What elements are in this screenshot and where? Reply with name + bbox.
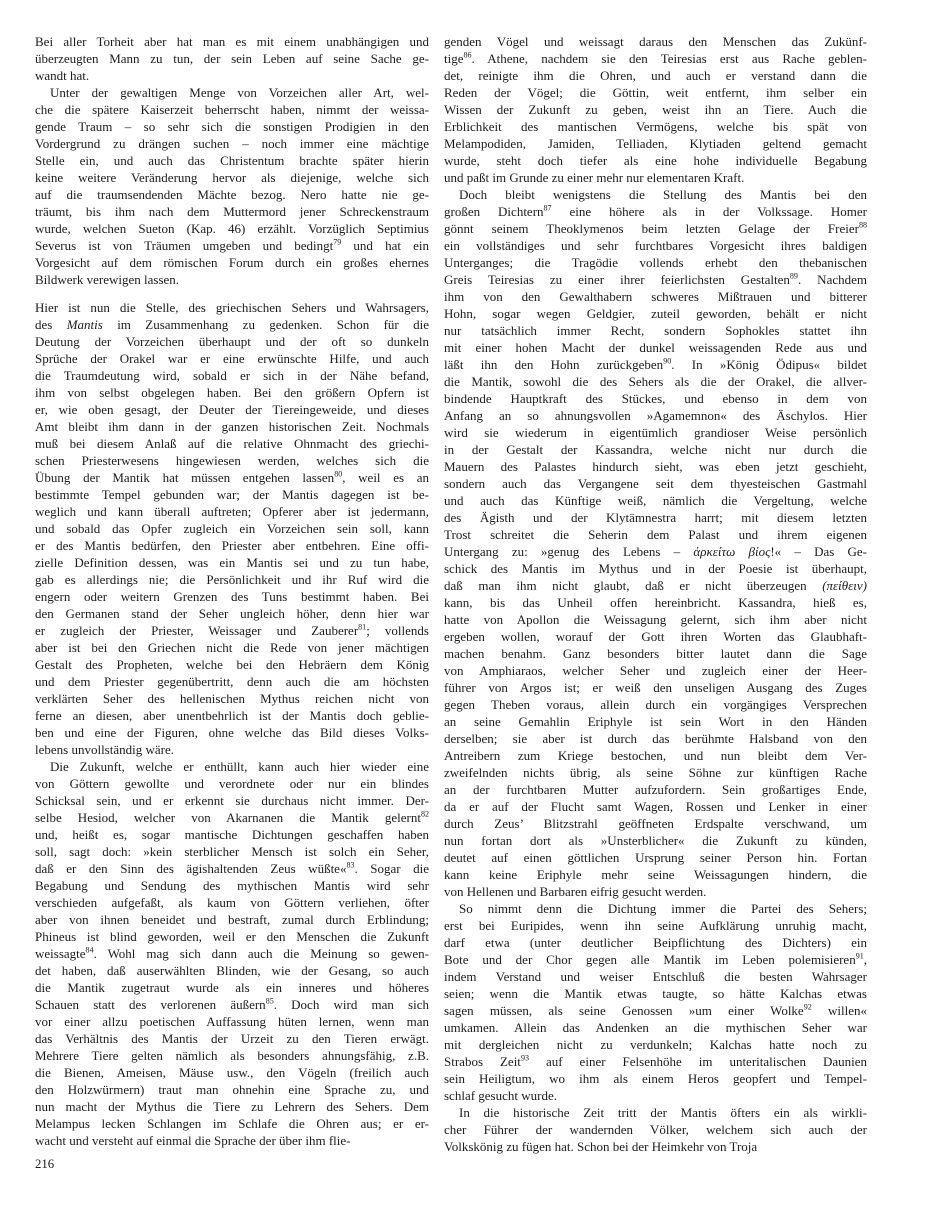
- text-line: die Bienen, Ameisen, Mäuse usw., den Vögeln (freilich auch: [35, 1065, 429, 1080]
- text-line: Schicksal sein, und er erkennt sie durchaus nicht immer. Der-: [35, 793, 429, 808]
- text-line: und dem Priester gegenübertritt, denn auch die am höchsten: [35, 674, 429, 689]
- text-line: ihm von den Gewalthabern schweres Mißtrauen und bitterer: [444, 289, 867, 304]
- text-line: läßt ihn den Hohn zurückgeben$^{90}$. In »König Ödipus« bildet: [444, 356, 867, 372]
- text-line: Phineus ist blind geworden, weil er den Menschen die Zukunft: [35, 929, 429, 944]
- text-line: Begabung und Sendung des mythischen Mantis wird sehr: [35, 878, 429, 893]
- text-line: cher Führer der wandernden Völker, welchem sich auch der: [444, 1122, 867, 1137]
- text-line: zielle Definition dessen, was ein Mantis sei und zu tun habe,: [35, 555, 429, 570]
- text-line: seien; wenn die Mantik etwas taugte, so hätte Kalchas etwas: [444, 986, 867, 1001]
- text-line: In die historische Zeit tritt der Mantis öfters ein als wirkli-: [459, 1105, 867, 1120]
- text-line: und sobald das Opfer zugleich ein Vorzeichen sein soll, kann: [35, 521, 429, 536]
- text-line: gönnt seinem Theoklymenos beim letzten Gelage der Freier$^{88}$: [444, 220, 867, 236]
- text-line: an seine Gemahlin Eriphyle ist sein Wort in den Händen: [444, 714, 867, 729]
- text-line: in der Gestalt der Kassandra, welche nicht nur durch die: [444, 442, 867, 457]
- text-line: Anfang an so ahnungsvollen »Agamemnon« des Äschylos. Hier: [444, 408, 867, 423]
- text-line: er zugleich der Priester, Weissager und Zauberer$^{81}$; vollends: [35, 622, 429, 638]
- text-line: gab es allerdings nie; die Persönlichkeit und ihr Ruf wird die: [35, 572, 429, 587]
- text-line: deutet auf einen göttlichen Ursprung seiner Person hin. Fortan: [444, 850, 867, 865]
- text-line: verklärten Seher des hellenischen Mythus reichen nicht von: [35, 691, 429, 706]
- text-line: Unterganges; die Tragödie vollends erhebt den thebanischen: [444, 255, 867, 270]
- text-line: Strabos Zeit$^{93}$ auf einer Felsenhöhe im unteritalischen Daunien: [444, 1053, 867, 1069]
- text-line: So nimmt denn die Dichtung immer die Partei des Sehers;: [459, 901, 867, 916]
- text-line: muß bei diesem Anlaß auf die relative Ohnmacht des griechi-: [35, 436, 429, 451]
- text-line: und, heißt es, sogar mantische Dichtungen geschaffen haben: [35, 827, 429, 842]
- text-line: ihm von selbst obgelegen haben. Bei den größern Opfern ist: [35, 385, 429, 400]
- text-line: überzeugten Mann zu tun, der sein Leben auf seine Sache ge-: [35, 51, 429, 66]
- footnote-ref: 82: [420, 809, 429, 819]
- footnote-ref: 86: [463, 50, 472, 60]
- paragraph: [444, 186, 867, 900]
- text-line: Volkskönig zu fügen hat. Schon bei der Heimkehr von Troja: [444, 1139, 758, 1154]
- text-line: wird sie wiederum in eigentümlich grandioser Weise persönlich: [444, 425, 867, 440]
- text-line: ergeben wollen, worauf der Gott ihren Worten das Glaubhaft-: [444, 629, 867, 644]
- text-line: schlaf gesucht wurde.: [444, 1088, 557, 1103]
- footnote-ref: 90: [663, 356, 672, 366]
- text-line: Melampodiden, Jamiden, Telliaden, Klytiaden geltend gemacht: [444, 136, 867, 151]
- text-line: wacht und versteht auf einmal die Sprache der über ihm flie-: [35, 1133, 351, 1148]
- paragraph: [35, 33, 429, 84]
- text-line: ein vollständiges und sehr furchtbares Vorgesicht ihres baldigen: [444, 238, 867, 253]
- text-line: auf die traumsendenden Mächte bezog. Nero hatte nie ge-: [35, 187, 429, 202]
- text-line: gegen Theben voraus, allein durch ein vorgängiges Versprechen: [444, 697, 867, 712]
- text-line: führer von Argos ist; er weiß den unseligen Ausgang des Zuges: [444, 680, 867, 695]
- footnote-ref: 87: [543, 203, 552, 213]
- text-line: Vordergrund zu drängen suchen – noch immer eine mächtige: [35, 136, 429, 151]
- text-line: Schauen statt des verlorenen äußern$^{85}$. Doch wird man sich: [35, 996, 429, 1012]
- footnote-ref: 91: [855, 951, 864, 961]
- text-line: wandt hat.: [35, 68, 90, 83]
- text-line: den Germanen stand der Seher ungleich höher, denn hier war: [35, 606, 429, 621]
- text-line: nun fortan dort als »Unsterblicher« die Zukunft zu künden,: [444, 833, 867, 848]
- text-line: weissagte$^{84}$. Wohl mag sich dann auch die Meinung so gewen-: [35, 945, 429, 961]
- text-line: sagen müssen, als seine Genossen »um einer Wolke$^{92}$ willen«: [444, 1002, 867, 1018]
- text-line: nun macht der Mythus die Tiere zu Lehrern des Sehers. Dem: [35, 1099, 429, 1114]
- text-line: die Traumdeutung wird, sobald er sich in der Nähe befand,: [35, 368, 429, 383]
- text-line: mit einer hohen Macht der dunkel weissagenden Rede aus und: [444, 340, 867, 355]
- text-line: die Mantik, sowohl die des Sehers als die der Orakel, die allver-: [444, 374, 867, 389]
- paragraph: [35, 758, 429, 1149]
- text-line: Antreibern zum Kriege bestochen, und nun bleibt dem Ver-: [444, 748, 867, 763]
- text-line: zweifelnden nichts übrig, als seine Söhne zur künftigen Rache: [444, 765, 867, 780]
- text-column-right: [444, 33, 867, 1155]
- text-line: vor einer allzu poetischen Auffassung hüten lernen, wenn man: [35, 1014, 429, 1029]
- text-line: und auch das Künftige weiß, nämlich die Vergeltung, welche: [444, 493, 867, 508]
- text-line: hatte von Apollon die Weissagung gelernt, sich ihm aber nicht: [444, 612, 867, 627]
- text-line: derselben; sie aber ist durch das berühmte Halsband von den: [444, 731, 867, 746]
- text-line: Gestalt des Propheten, welche bei den Hebräern dem König: [35, 657, 429, 672]
- text-line: schick des Mantis im Mythus und in der Poesie ist überhaupt,: [444, 561, 867, 576]
- text-line: von Amphiaraos, welcher Seher und zugleich einer der Heer-: [444, 663, 867, 678]
- text-line: Bei aller Torheit aber hat man es mit einem unabhängigen und: [35, 34, 429, 49]
- text-line: det haben, daß auserwählten Blinden, wie der Gesang, so auch: [35, 963, 429, 978]
- text-line: lebens unvollständig wäre.: [35, 742, 174, 757]
- text-line: darf etwa (unter deutlicher Beipflichtung des Dichters) ein: [444, 935, 867, 950]
- text-line: sein Heiligtum, wo ihm als einem Heros geopfert und Tempel-: [444, 1071, 867, 1086]
- text-line: Amt bleibt ihm dann in der ganzen historischen Zeit. Nochmals: [35, 419, 429, 434]
- text-line: Bildwerk verewigen lassen.: [35, 272, 180, 287]
- text-line: Die Zukunft, welche er enthüllt, kann auch hier wieder eine: [50, 759, 429, 774]
- text-line: erst bei Euripides, wenn ihn seine Aufklärung unruhig macht,: [444, 918, 867, 933]
- text-line: an der furchtbaren Mutter aufzufordern. Sein großartiges Ende,: [444, 782, 867, 797]
- footnote-ref: 83: [346, 860, 355, 870]
- text-line: verschieden aufgefaßt, als kaum von Göttern verliehen, öfter: [35, 895, 429, 910]
- text-line: des Mantis im Zusammenhang zu gedenken. Schon für die: [35, 317, 429, 332]
- text-line: umkamen. Allein das Andenken an die mythischen Seher war: [444, 1020, 867, 1035]
- text-line: da er auf der Flucht samt Wagen, Rossen und Lenker in einer: [444, 799, 867, 814]
- text-line: von Hellenen und Barbaren eifrig gesucht werden.: [444, 884, 707, 899]
- text-line: Stelle ein, und auch das Christentum brachte später hierin: [35, 153, 429, 168]
- footnote-ref: 80: [334, 469, 343, 479]
- text-line: selbe Hesiod, welcher von Akarnanen die Mantik gelernt$^{82}$: [35, 809, 429, 825]
- text-line: durch Zeus’ Blitzstrahl geöffneten Erdspalte verschwand, um: [444, 816, 867, 831]
- footnote-ref: 81: [358, 622, 367, 632]
- footnote-ref: 93: [520, 1053, 529, 1063]
- text-line: wurde, welchen Sueton (Kap. 46) erzählt. Vorzüglich Septimius: [35, 221, 429, 236]
- text-line: genden Vögel und weissagt daraus den Menschen das Zukünf-: [444, 34, 867, 49]
- text-line: tige$^{86}$. Athene, nachdem sie den Teiresias erst aus Rache geblen-: [444, 50, 867, 66]
- text-line: träumt, bis ihm nach dem Muttermord jener Schreckenstraum: [35, 204, 429, 219]
- text-line: weglich und kann überall auftreten; Opferer aber ist jedermann,: [35, 504, 429, 519]
- footnote-ref: 88: [858, 220, 867, 230]
- text-line: kann, bis das Unheil offen hereinbricht. Kassandra, hieß es,: [444, 595, 867, 610]
- paragraph: [444, 900, 867, 1104]
- text-line: bestimmte Tempel gebunden war; der Mantis dagegen ist be-: [35, 487, 429, 502]
- text-line: sondern auch das Vergangene seit dem thyesteischen Gastmahl: [444, 476, 867, 491]
- footnote-ref: 84: [85, 945, 94, 955]
- text-line: Mehrere Tiere gelten nämlich als besonders ahnungsfähig, z.B.: [35, 1048, 429, 1063]
- text-line: kann keine Eriphyle mehr seine Weissagungen hindern, die: [444, 867, 867, 882]
- text-line: mit dergleichen nicht zu verdunkeln; Kalchas hatte noch zu: [444, 1037, 867, 1052]
- text-line: soll, sagt doch: »kein sterblicher Mensch ist solch ein Seher,: [35, 844, 429, 859]
- text-line: großen Dichtern$^{87}$ eine höhere als in der Volkssage. Homer: [444, 203, 867, 219]
- text-line: Bote und der Chor gegen alle Mantik im Leben polemisieren$^{91}$,: [444, 951, 867, 967]
- footnote-ref: 89: [789, 271, 798, 281]
- text-line: er des Mantis bedürfen, den Priester aber entbehren. Eine offi-: [35, 538, 429, 553]
- text-line: engern oder weitern Grenzen des Tuns bestimmt haben. Bei: [35, 589, 429, 604]
- text-line: daß er den Sinn des ägishaltenden Zeus wüßte«$^{83}$. Sogar die: [35, 860, 429, 876]
- text-line: aber ist bei den Griechen nicht die Rede von jener mächtigen: [35, 640, 429, 655]
- text-line: die Mantik zugetraut wurde als ein inneres und höheres: [35, 980, 429, 995]
- text-line: Unter der gewaltigen Menge von Vorzeichen aller Art, wel-: [50, 85, 429, 100]
- text-line: Mauern des Palastes hindurch sieht, was eben jetzt geschieht,: [444, 459, 867, 474]
- text-line: des Ägisth und der Klytämnestra harrt; mit diesem letzten: [444, 510, 867, 525]
- text-line: Hohn, sogar wegen Geldgier, zuteil geworden, behält er nicht: [444, 306, 867, 321]
- text-line: schen Priesterwesens hingewiesen werden, welches sich die: [35, 453, 429, 468]
- text-line: er, wie oben gesagt, der Deuter der Tiereingeweide, und dieses: [35, 402, 429, 417]
- text-line: che die spätere Kaiserzeit beherrscht haben, nimmt der weissa-: [35, 102, 429, 117]
- text-line: ben und eine der Figuren, ohne welche das Bild dieses Volks-: [35, 725, 429, 740]
- text-line: aber von ihnen beneidet und bestraft, zumal durch Erblindung;: [35, 912, 429, 927]
- text-line: das Verhältnis des Mantis der Urzeit zu den Tieren erwägt.: [35, 1031, 429, 1046]
- text-line: den Holzwürmern) traut man ohnehin eine Sprache zu, und: [35, 1082, 429, 1097]
- text-line: Sprüche der Orakel war er eine erwünschte Hilfe, und auch: [35, 351, 429, 366]
- text-line: von Göttern gewollte und verordnete oder nur ein blindes: [35, 776, 429, 791]
- text-line: det, reinigte ihm die Ohren, und auch er verstand dann die: [444, 68, 867, 83]
- text-line: Doch bleibt wenigstens die Stellung des Mantis bei den: [459, 187, 867, 202]
- text-line: Trost schreitet die Seherin dem Palast und ihrem eigenen: [444, 527, 867, 542]
- text-line: Severus ist von Träumen umgeben und bedingt$^{79}$ und hat ein: [35, 237, 429, 253]
- footnote-ref: 79: [333, 237, 342, 247]
- text-column-left: [35, 33, 429, 1149]
- page-number: 216: [35, 1157, 55, 1171]
- paragraph: [35, 299, 429, 758]
- footnote-ref: 85: [265, 996, 274, 1006]
- text-line: Untergang zu: »genug des Lebens – ἀρκείτω βίος!« – Das Ge-: [444, 544, 867, 559]
- paragraph: [35, 84, 429, 288]
- text-line: und paßt im Grunde zu einer mehr nur elementaren Kraft.: [444, 170, 745, 185]
- paragraph: [444, 33, 867, 186]
- footnote-ref: 92: [803, 1002, 812, 1012]
- text-line: ferne an diesen, aber unentbehrlich ist der Mantis doch geblie-: [35, 708, 429, 723]
- text-line: keine weitere Veränderung hervor als diejenige, welche sich: [35, 170, 429, 185]
- text-line: indem Verstand und weiser Entschluß die besten Wahrsager: [444, 969, 867, 984]
- text-line: Wissen der Zukunft zu geben, weist ihn an Tiere. Auch die: [444, 102, 867, 117]
- text-line: Greis Teiresias zu einer ihrer feierlichsten Gestalten$^{89}$. Nachdem: [444, 271, 867, 287]
- text-line: nur tatsächlich immer Recht, sondern Sophokles stattet ihn: [444, 323, 867, 338]
- text-line: wurde, steht doch tiefer als eine hohe individuelle Begabung: [444, 153, 867, 168]
- text-line: Vorgesicht auf dem römischen Forum durch ein großes ehernes: [35, 255, 429, 270]
- text-line: machen benahm. Ganz besonders bitter lautet dann die Sage: [444, 646, 867, 661]
- text-line: Übung der Mantik hat müssen entgehen lassen$^{80}$, weil es an: [35, 469, 429, 485]
- text-line: Reden der Vögel; die Göttin, weit entfernt, ihm selber ein: [444, 85, 867, 100]
- text-line: Erblichkeit des mantischen Vermögens, welche bis spät von: [444, 119, 867, 134]
- text-line: Melampus lecken Schlangen im Schlafe die Ohren aus; er er-: [35, 1116, 429, 1131]
- text-line: gende Traum – so sehr sich die sonstigen Prodigien in den: [35, 119, 429, 134]
- text-line: Hier ist nun die Stelle, des griechischen Sehers und Wahrsagers,: [35, 300, 429, 315]
- paragraph: [444, 1104, 867, 1155]
- text-line: bindende Hauptkraft des Stückes, und ebenso in dem von: [444, 391, 867, 406]
- text-line: Deutung der Vorzeichen überhaupt und der oft so dunkeln: [35, 334, 429, 349]
- text-line: daß man ihm nicht glaubt, daß er nicht überzeugen (πείθειν): [444, 578, 867, 593]
